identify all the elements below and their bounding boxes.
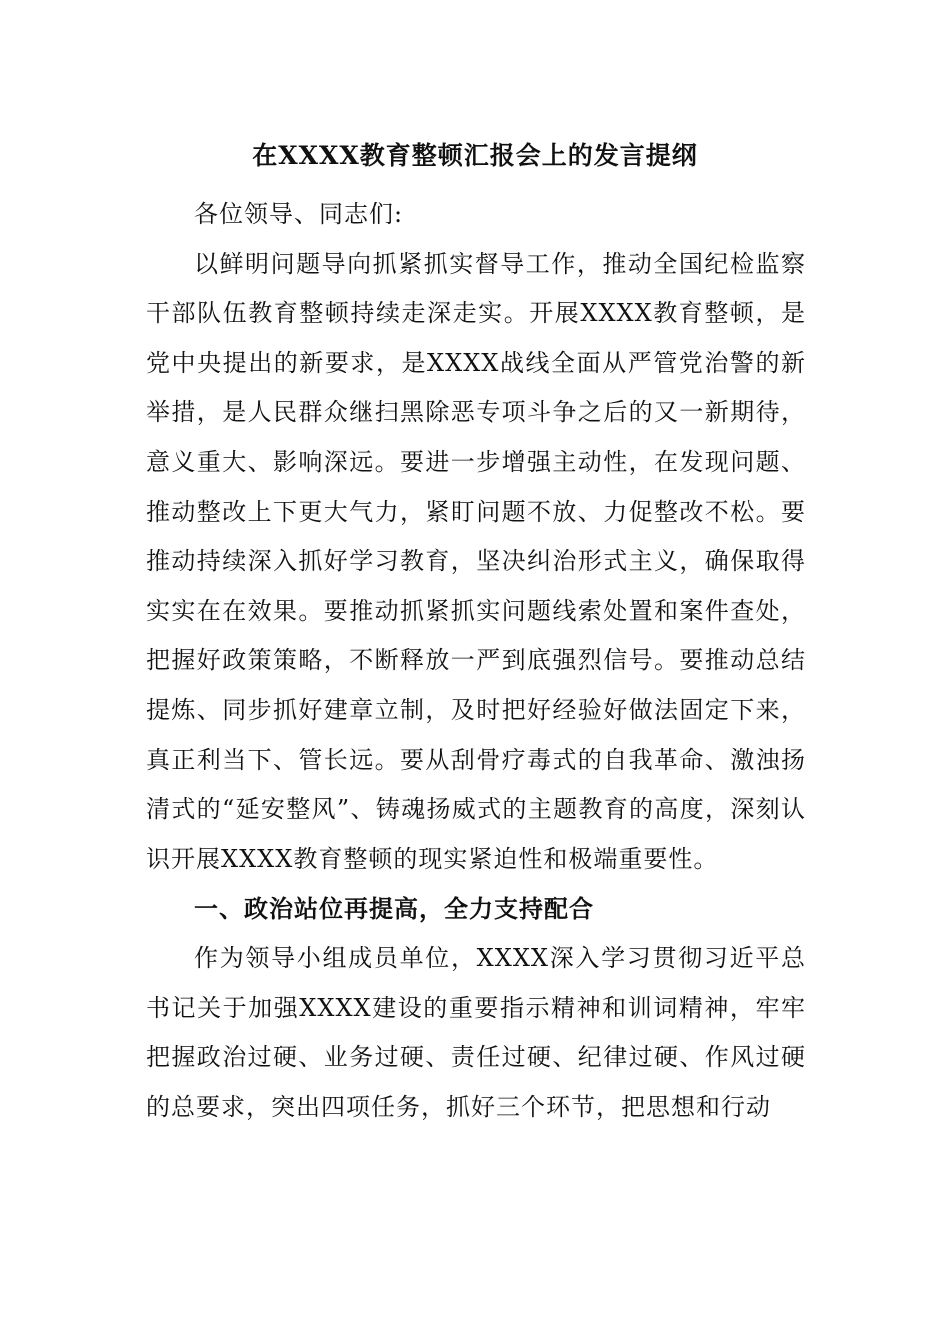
document-title: 在XXXX教育整顿汇报会上的发言提纲 xyxy=(252,141,698,170)
section-heading-1: 一、政治站位再提高，全力支持配合 xyxy=(194,894,594,924)
document-body xyxy=(146,190,806,1132)
salutation: 各位领导、同志们: xyxy=(194,200,404,228)
paragraph-section-1: 作为领导小组成员单位，XXXX深入学习贯彻习近平总书记关于加强XXXX建设的重要指示精神和训词精神，牢牢把握政治过硬、业务过硬、责任过硬、纪律过硬、作风过硬的总要求，突出四项任务，抓好三个环节，把思想和行动 xyxy=(146,943,806,1121)
paragraph-intro: 以鲜明问题导向抓紧抓实督导工作，推动全国纪检监察干部队伍教育整顿持续走深走实。开展XXXX教育整顿，是党中央提出的新要求，是XXXX战线全面从严管党治警的新举措，是人民群众继扫黑除恶专项斗争之后的又一新期待，意义重大、影响深远。要进一步增强主动性，在发现问题、推动整改上下更大气力，紧盯问题不放、力促整改不松。要推动持续深入抓好学习教育，坚决纠治形式主义，确保取得实实在在效果。要推动抓紧抓实问题线索处置和案件查处，把握好政策策略，不断释放一严到底强烈信号。要推动总结提炼、同步抓好建章立制，及时把好经验好做法固定下来，真正利当下、管长远。要从刮骨疗毒式的自我革命、激浊扬清式的“延安整风”、铸魂扬威式的主题教育的高度，深刻认识开展XXXX教育整顿的现实紧迫性和极端重要性。 xyxy=(146,249,806,873)
